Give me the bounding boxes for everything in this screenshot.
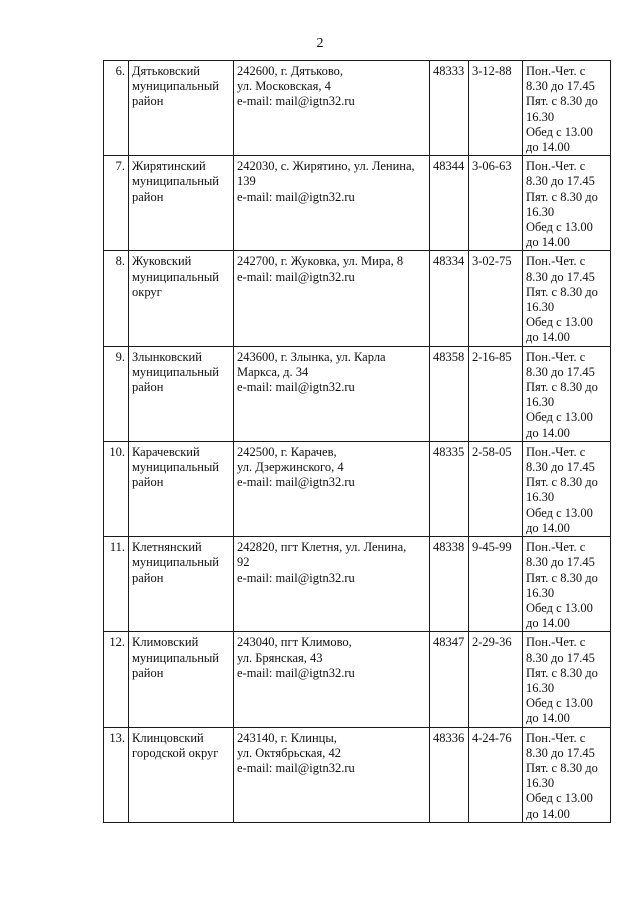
address-line: 92 <box>237 555 250 570</box>
phone-code-cell <box>430 156 469 251</box>
working-hours-line: 8.30 до 17.45 <box>526 555 595 570</box>
table-row <box>104 727 611 822</box>
working-hours-line: Обед с 13.00 <box>526 791 593 806</box>
address-cell <box>234 727 430 822</box>
municipality-name-cell <box>129 346 234 441</box>
working-hours-line: 8.30 до 17.45 <box>526 745 595 760</box>
working-hours-line: до 14.00 <box>526 806 570 821</box>
working-hours-line: 16.30 <box>526 300 555 315</box>
working-hours-cell <box>523 727 611 822</box>
page-number: 2 <box>316 36 324 51</box>
working-hours-line: 8.30 до 17.45 <box>526 650 595 665</box>
phone-code-cell <box>430 632 469 727</box>
municipality-name-line: район <box>132 189 164 204</box>
phone-code-cell <box>430 441 469 536</box>
row-number-cell <box>104 441 129 536</box>
phone-number: 2-29-36 <box>472 635 512 650</box>
address-line: 242030, с. Жирятино, ул. Ленина, <box>237 159 415 174</box>
row-number: 11. <box>109 540 125 555</box>
working-hours-line: до 14.00 <box>526 330 570 345</box>
phone-code: 48333 <box>433 64 465 78</box>
address-line: 242500, г. Карачев, <box>237 444 337 459</box>
address-line: 243600, г. Злынка, ул. Карла <box>237 349 386 364</box>
row-number: 7. <box>115 159 125 174</box>
working-hours-line: Пон.-Чет. с <box>526 159 586 174</box>
working-hours-line: Пон.-Чет. с <box>526 635 586 650</box>
municipality-name-cell <box>129 537 234 632</box>
address-cell <box>234 61 430 156</box>
working-hours-line: 16.30 <box>526 585 555 600</box>
address-line: 242700, г. Жуковка, ул. Мира, 8 <box>237 254 404 269</box>
phone-number-cell <box>469 346 523 441</box>
phone-code: 48334 <box>433 254 465 269</box>
row-number-cell <box>104 61 129 156</box>
phone-code: 48344 <box>433 159 465 174</box>
address-cell <box>234 156 430 251</box>
phone-number: 3-12-88 <box>472 64 512 78</box>
working-hours-line: 16.30 <box>526 776 555 791</box>
address-line: e-mail: mail@igtn32.ru <box>237 189 355 204</box>
municipality-name-line: Карачевский <box>132 444 200 459</box>
phone-code-cell <box>430 346 469 441</box>
working-hours-line: Пон.-Чет. с <box>526 730 586 745</box>
phone-code-cell <box>430 61 469 156</box>
phone-code-cell <box>430 537 469 632</box>
municipality-name-cell <box>129 251 234 346</box>
row-number-cell <box>104 537 129 632</box>
phone-number: 9-45-99 <box>472 540 512 555</box>
address-line: 243140, г. Клинцы, <box>237 730 337 745</box>
working-hours-line: Обед с 13.00 <box>526 410 593 425</box>
address-line: ул. Брянская, 43 <box>237 650 323 665</box>
working-hours-line: Пон.-Чет. с <box>526 444 586 459</box>
working-hours-cell <box>523 632 611 727</box>
address-line: e-mail: mail@igtn32.ru <box>237 94 355 109</box>
working-hours-cell <box>523 156 611 251</box>
address-line: e-mail: mail@igtn32.ru <box>237 760 355 775</box>
phone-code-cell <box>430 251 469 346</box>
working-hours-line: 16.30 <box>526 109 555 124</box>
phone-number: 3-06-63 <box>472 159 512 174</box>
municipality-name-line: муниципальный <box>132 174 219 189</box>
working-hours-line: 8.30 до 17.45 <box>526 460 595 475</box>
municipality-name-line: Климовский <box>132 635 199 650</box>
phone-number: 2-58-05 <box>472 444 512 459</box>
working-hours-line: 8.30 до 17.45 <box>526 269 595 284</box>
working-hours-line: Пон.-Чет. с <box>526 540 586 555</box>
working-hours-line: Пят. с 8.30 до <box>526 284 598 299</box>
municipality-name-line: муниципальный <box>132 555 219 570</box>
address-line: e-mail: mail@igtn32.ru <box>237 380 355 395</box>
working-hours-line: 8.30 до 17.45 <box>526 79 595 94</box>
phone-number-cell <box>469 251 523 346</box>
address-line: e-mail: mail@igtn32.ru <box>237 665 355 680</box>
working-hours-line: до 14.00 <box>526 140 570 155</box>
working-hours-line: Пят. с 8.30 до <box>526 189 598 204</box>
phone-code-cell <box>430 727 469 822</box>
address-line: Маркса, д. 34 <box>237 364 309 379</box>
address-line: ул. Октябрьская, 42 <box>237 745 341 760</box>
contacts-table <box>103 60 611 823</box>
address-cell <box>234 441 430 536</box>
phone-code: 48336 <box>433 730 465 745</box>
address-cell <box>234 346 430 441</box>
municipality-name-cell <box>129 727 234 822</box>
working-hours-line: до 14.00 <box>526 235 570 250</box>
working-hours-line: Обед с 13.00 <box>526 124 593 139</box>
working-hours-line: Обед с 13.00 <box>526 315 593 330</box>
working-hours-line: до 14.00 <box>526 616 570 631</box>
address-line: e-mail: mail@igtn32.ru <box>237 475 355 490</box>
municipality-name-line: Клинцовский <box>132 730 204 745</box>
municipality-name-line: Злынковский <box>132 349 202 364</box>
address-cell <box>234 632 430 727</box>
municipality-name-line: городской округ <box>132 745 219 760</box>
municipality-name-line: Жирятинский <box>132 159 206 174</box>
municipality-name-line: муниципальный <box>132 269 219 284</box>
municipality-name-cell <box>129 156 234 251</box>
working-hours-line: Пят. с 8.30 до <box>526 94 598 109</box>
row-number-cell <box>104 727 129 822</box>
working-hours-line: Пон.-Чет. с <box>526 254 586 269</box>
row-number: 9. <box>115 349 125 364</box>
address-cell <box>234 537 430 632</box>
phone-number: 3-02-75 <box>472 254 512 269</box>
municipality-name-line: район <box>132 94 164 109</box>
working-hours-line: 16.30 <box>526 395 555 410</box>
address-line: ул. Дзержинского, 4 <box>237 460 344 475</box>
phone-number-cell <box>469 632 523 727</box>
address-line: ул. Московская, 4 <box>237 79 331 94</box>
working-hours-line: Пят. с 8.30 до <box>526 760 598 775</box>
phone-number: 4-24-76 <box>472 730 512 745</box>
address-line: e-mail: mail@igtn32.ru <box>237 269 355 284</box>
working-hours-line: 16.30 <box>526 680 555 695</box>
phone-code: 48335 <box>433 444 465 459</box>
phone-number-cell <box>469 156 523 251</box>
municipality-name-cell <box>129 441 234 536</box>
working-hours-line: Обед с 13.00 <box>526 220 593 235</box>
municipality-name-line: муниципальный <box>132 650 219 665</box>
municipality-name-line: Клетнянский <box>132 540 202 555</box>
municipality-name-cell <box>129 632 234 727</box>
row-number: 13. <box>109 730 125 745</box>
table-row <box>104 537 611 632</box>
municipality-name-line: муниципальный <box>132 460 219 475</box>
row-number-cell <box>104 251 129 346</box>
working-hours-line: до 14.00 <box>526 711 570 726</box>
working-hours-line: Пон.-Чет. с <box>526 349 586 364</box>
phone-number-cell <box>469 61 523 156</box>
phone-number-cell <box>469 727 523 822</box>
working-hours-cell <box>523 346 611 441</box>
table-row <box>104 61 611 156</box>
municipality-name-cell <box>129 61 234 156</box>
working-hours-line: Пят. с 8.30 до <box>526 475 598 490</box>
address-line: 139 <box>237 174 256 189</box>
table-row <box>104 441 611 536</box>
working-hours-line: Обед с 13.00 <box>526 505 593 520</box>
municipality-name-line: район <box>132 570 164 585</box>
municipality-name-line: район <box>132 380 164 395</box>
phone-code: 48338 <box>433 540 465 555</box>
row-number-cell <box>104 156 129 251</box>
working-hours-line: 8.30 до 17.45 <box>526 174 595 189</box>
municipality-name-line: муниципальный <box>132 79 219 94</box>
address-cell <box>234 251 430 346</box>
table-row <box>104 346 611 441</box>
working-hours-line: Обед с 13.00 <box>526 600 593 615</box>
working-hours-line: до 14.00 <box>526 425 570 440</box>
row-number: 8. <box>115 254 125 269</box>
municipality-name-line: район <box>132 475 164 490</box>
municipality-name-line: округ <box>132 284 162 299</box>
working-hours-line: 16.30 <box>526 490 555 505</box>
working-hours-line: 16.30 <box>526 204 555 219</box>
row-number: 10. <box>109 444 125 459</box>
working-hours-cell <box>523 441 611 536</box>
municipality-name-line: район <box>132 665 164 680</box>
address-line: e-mail: mail@igtn32.ru <box>237 570 355 585</box>
phone-number-cell <box>469 441 523 536</box>
table-row <box>104 156 611 251</box>
row-number: 6. <box>115 64 125 78</box>
table-row <box>104 251 611 346</box>
table-row <box>104 632 611 727</box>
phone-code: 48358 <box>433 349 465 364</box>
municipality-name-line: Жуковский <box>132 254 192 269</box>
municipality-name-line: муниципальный <box>132 364 219 379</box>
phone-number-cell <box>469 537 523 632</box>
address-line: 242820, пгт Клетня, ул. Ленина, <box>237 540 407 555</box>
working-hours-cell <box>523 251 611 346</box>
working-hours-line: Пят. с 8.30 до <box>526 665 598 680</box>
working-hours-line: Обед с 13.00 <box>526 696 593 711</box>
working-hours-line: Пят. с 8.30 до <box>526 570 598 585</box>
working-hours-cell <box>523 61 611 156</box>
working-hours-line: до 14.00 <box>526 520 570 535</box>
address-line: 242600, г. Дятьково, <box>237 64 344 78</box>
phone-number: 2-16-85 <box>472 349 512 364</box>
row-number: 12. <box>109 635 125 650</box>
contacts-table-body <box>104 61 611 823</box>
municipality-name-line: Дятьковский <box>132 64 200 78</box>
working-hours-line: Пон.-Чет. с <box>526 64 586 78</box>
row-number-cell <box>104 346 129 441</box>
row-number-cell <box>104 632 129 727</box>
working-hours-cell <box>523 537 611 632</box>
phone-code: 48347 <box>433 635 465 650</box>
working-hours-line: 8.30 до 17.45 <box>526 364 595 379</box>
address-line: 243040, пгт Климово, <box>237 635 352 650</box>
working-hours-line: Пят. с 8.30 до <box>526 380 598 395</box>
